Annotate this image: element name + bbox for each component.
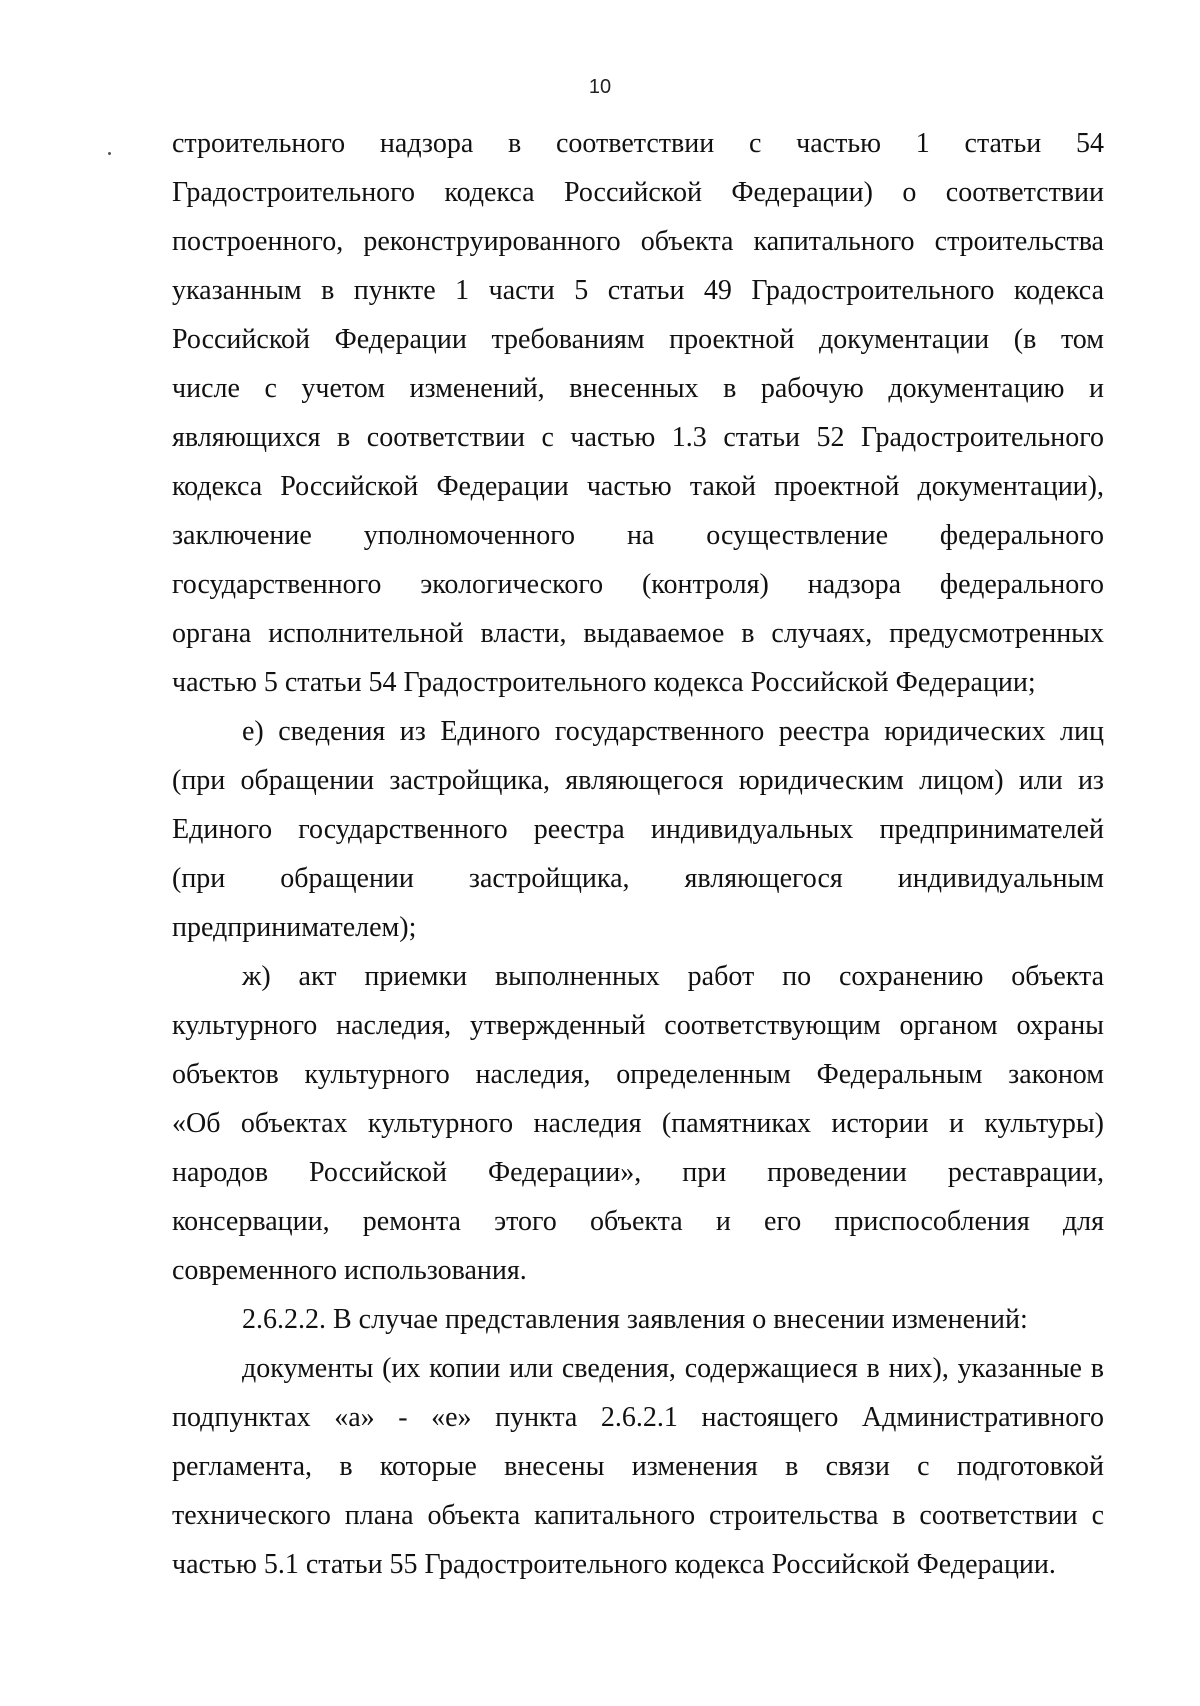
page-number: 10 bbox=[588, 76, 612, 98]
text-line: современного использования. bbox=[172, 1255, 527, 1286]
text-line: технического плана объекта капитального строительства в соответствии с bbox=[172, 1500, 1104, 1531]
text-line: консервации, ремонта этого объекта и его приспособления для bbox=[172, 1206, 1104, 1237]
text-line: кодекса Российской Федерации частью такой проектной документации), bbox=[172, 471, 1104, 502]
text-line: объектов культурного наследия, определенным Федеральным законом bbox=[172, 1059, 1104, 1090]
text-line: (при обращении застройщика, являющегося юридическим лицом) или из bbox=[172, 765, 1104, 796]
text-line: народов Российской Федерации», при проведении реставрации, bbox=[172, 1157, 1104, 1188]
text-line: указанным в пункте 1 части 5 статьи 49 Градостроительного кодекса bbox=[172, 275, 1104, 306]
text-line: построенного, реконструированного объекта капитального строительства bbox=[172, 226, 1104, 257]
text-line: Единого государственного реестра индивидуальных предпринимателей bbox=[172, 814, 1104, 845]
text-line: «Об объектах культурного наследия (памятниках истории и культуры) bbox=[172, 1108, 1104, 1139]
section-2-6-2-2-heading: 2.6.2.2. В случае представления заявления о внесении изменений: bbox=[242, 1304, 1028, 1335]
paragraph-zh-first-line: ж) акт приемки выполненных работ по сохранению объекта bbox=[242, 961, 1104, 992]
text-line: культурного наследия, утвержденный соответствующим органом охраны bbox=[172, 1010, 1104, 1041]
text-line: предпринимателем); bbox=[172, 912, 417, 943]
text-line: регламента, в которые внесены изменения в связи с подготовкой bbox=[172, 1451, 1104, 1482]
text-line: частью 5.1 статьи 55 Градостроительного кодекса Российской Федерации. bbox=[172, 1549, 1056, 1580]
text-line: органа исполнительной власти, выдаваемое в случаях, предусмотренных bbox=[172, 618, 1104, 649]
text-line: являющихся в соответствии с частью 1.3 статьи 52 Градостроительного bbox=[172, 422, 1104, 453]
paragraph-documents-first-line: документы (их копии или сведения, содержащиеся в них), указанные в bbox=[242, 1353, 1104, 1384]
text-line: (при обращении застройщика, являющегося индивидуальным bbox=[172, 863, 1104, 894]
text-line: подпунктах «а» - «е» пункта 2.6.2.1 настоящего Административного bbox=[172, 1402, 1104, 1433]
text-line: государственного экологического (контроля) надзора федерального bbox=[172, 569, 1104, 600]
text-line: частью 5 статьи 54 Градостроительного кодекса Российской Федерации; bbox=[172, 667, 1036, 698]
document-body bbox=[172, 119, 1104, 1589]
text-line: строительного надзора в соответствии с частью 1 статьи 54 bbox=[172, 128, 1104, 159]
text-line: числе с учетом изменений, внесенных в рабочую документацию и bbox=[172, 373, 1104, 404]
text-line: заключение уполномоченного на осуществление федерального bbox=[172, 520, 1104, 551]
text-line: Градостроительного кодекса Российской Федерации) о соответствии bbox=[172, 177, 1104, 208]
paragraph-e-first-line: е) сведения из Единого государственного реестра юридических лиц bbox=[242, 716, 1104, 747]
scan-speck bbox=[108, 152, 111, 155]
text-line: Российской Федерации требованиям проектной документации (в том bbox=[172, 324, 1104, 355]
